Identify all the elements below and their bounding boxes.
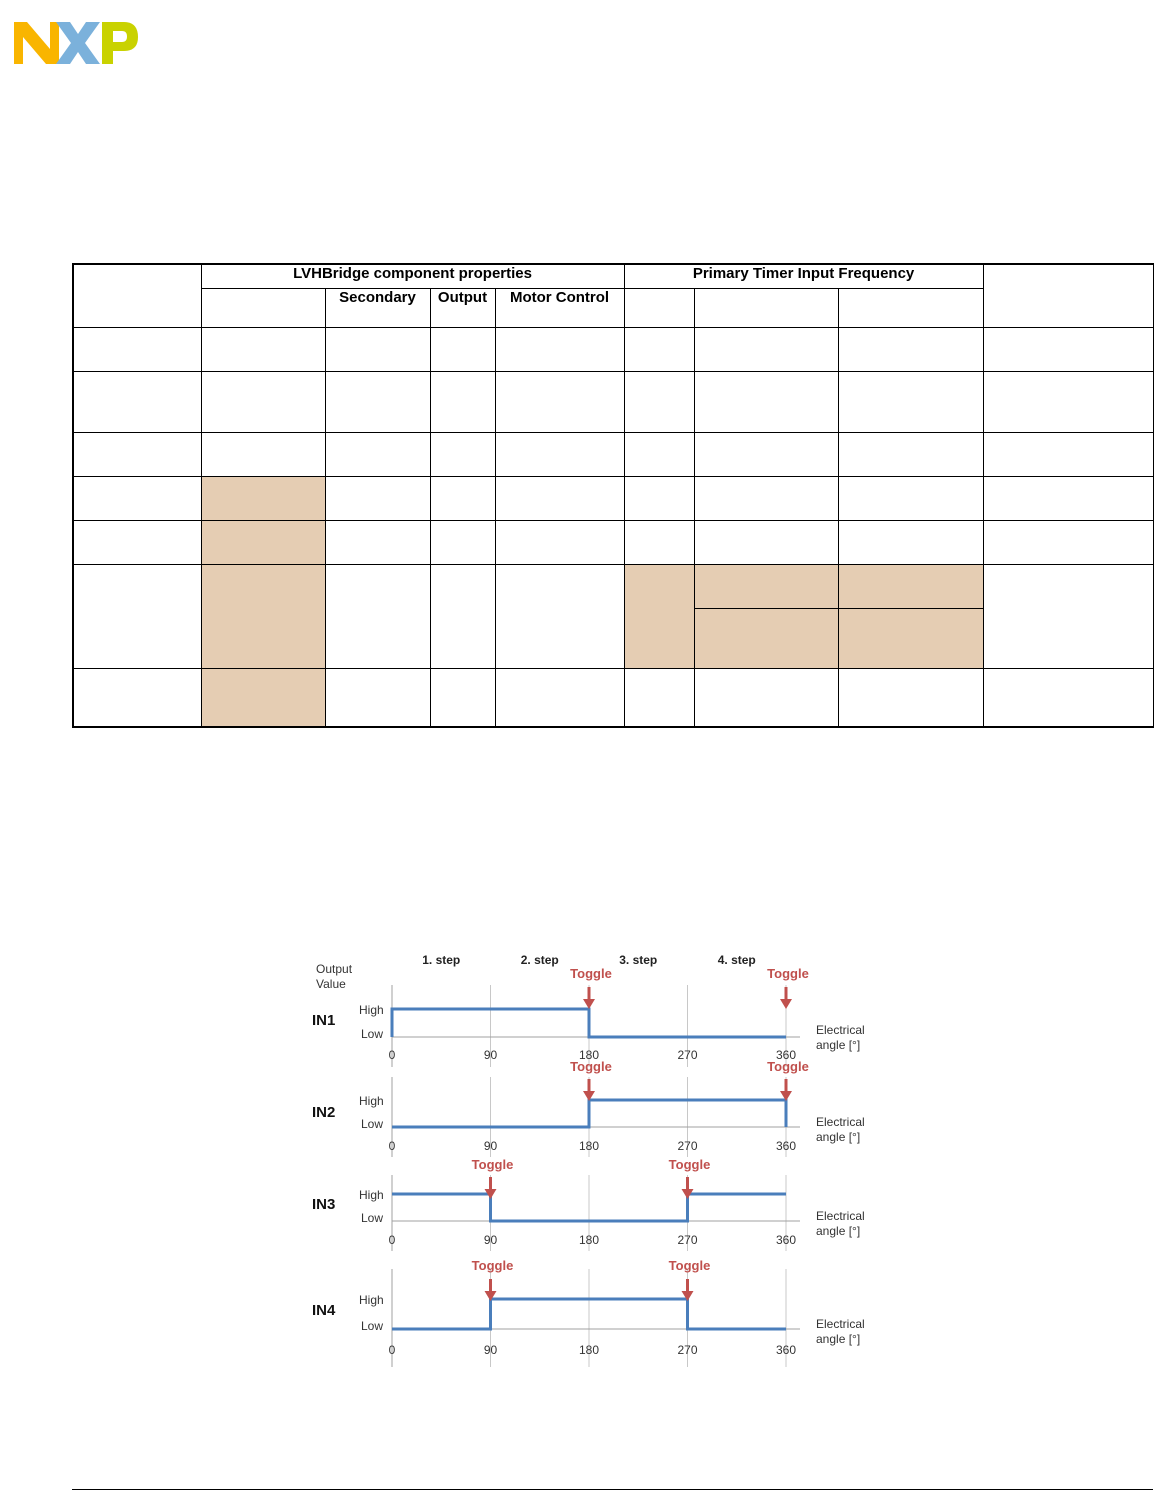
table-cell <box>495 327 624 371</box>
y-axis-title: Output <box>316 962 353 976</box>
table-row <box>73 564 1154 608</box>
x-axis-label: Electrical <box>816 1209 865 1223</box>
component-properties-table <box>72 263 1154 728</box>
table-cell <box>624 476 694 520</box>
tick-label: 360 <box>775 1343 797 1357</box>
subheader-cell <box>838 288 983 327</box>
nxp-logo <box>14 22 140 64</box>
table-cell <box>325 668 430 727</box>
table-cell <box>694 327 838 371</box>
table-cell <box>325 432 430 476</box>
table-cell <box>694 432 838 476</box>
signal-waveform <box>392 1100 786 1127</box>
subheader-secondary: Secondary <box>325 288 430 327</box>
shaded-cell <box>201 668 325 727</box>
signal-name-label: IN3 <box>312 1196 336 1213</box>
table-row <box>73 327 1154 371</box>
table-cell <box>325 371 430 432</box>
logo-p-shape <box>102 22 138 64</box>
timing-diagram <box>300 945 880 1375</box>
x-axis-label: Electrical <box>816 1115 865 1129</box>
toggle-label: Toggle <box>570 966 612 981</box>
tick-label: 180 <box>578 1139 600 1153</box>
table-cell <box>624 371 694 432</box>
subheader-cell <box>201 288 325 327</box>
y-axis-title: Value <box>316 977 346 991</box>
level-high-label: High <box>359 1188 384 1202</box>
toggle-label: Toggle <box>471 1258 514 1273</box>
subheader-cell <box>694 288 838 327</box>
x-axis-label: Electrical <box>816 1317 865 1331</box>
toggle-label: Toggle <box>767 1059 809 1074</box>
table-cell <box>495 668 624 727</box>
table-cell <box>838 476 983 520</box>
table-cell <box>495 371 624 432</box>
table-header-row <box>73 264 1154 288</box>
shaded-cell <box>201 564 325 668</box>
table-cell <box>73 668 201 727</box>
x-axis-label: angle [°] <box>816 1038 861 1052</box>
table-cell <box>430 564 495 668</box>
tick-label: 360 <box>775 1139 797 1153</box>
header-cell <box>983 264 1154 327</box>
table-cell <box>325 327 430 371</box>
tick-label: 180 <box>578 1343 600 1357</box>
table-cell <box>694 520 838 564</box>
shaded-cell <box>838 608 983 668</box>
tick-label: 180 <box>578 1233 600 1247</box>
group-header-timer-frequency: Primary Timer Input Frequency <box>624 264 983 288</box>
x-axis-label: angle [°] <box>816 1130 861 1144</box>
step-label: 3. step <box>619 953 658 967</box>
table-cell <box>495 564 624 668</box>
table-cell <box>694 476 838 520</box>
level-high-label: High <box>359 1003 384 1017</box>
table-cell <box>838 520 983 564</box>
level-low-label: Low <box>361 1117 384 1131</box>
subheader-output: Output <box>430 288 495 327</box>
level-low-label: Low <box>361 1027 384 1041</box>
shaded-cell <box>201 520 325 564</box>
tick-label: 90 <box>483 1233 498 1247</box>
tick-label: 90 <box>483 1343 498 1357</box>
tick-label: 0 <box>388 1139 396 1153</box>
table-row <box>73 432 1154 476</box>
table-cell <box>838 327 983 371</box>
table-cell <box>495 432 624 476</box>
tick-label: 90 <box>483 1139 498 1153</box>
header-cell <box>73 264 201 327</box>
signal-waveform <box>392 1009 786 1037</box>
x-axis-label: angle [°] <box>816 1332 861 1346</box>
tick-label: 180 <box>578 1048 600 1062</box>
table-cell <box>201 432 325 476</box>
signal-name-label: IN4 <box>312 1302 336 1319</box>
tick-label: 270 <box>677 1048 698 1062</box>
shaded-cell <box>838 564 983 608</box>
table-cell <box>983 476 1154 520</box>
table-cell <box>624 327 694 371</box>
logo-x-shape <box>56 22 100 64</box>
tick-label: 0 <box>388 1233 396 1247</box>
level-low-label: Low <box>361 1319 384 1333</box>
toggle-label: Toggle <box>570 1059 612 1074</box>
table-cell <box>495 520 624 564</box>
table-cell <box>325 564 430 668</box>
tick-label: 270 <box>677 1233 698 1247</box>
table-row <box>73 371 1154 432</box>
group-header-lvhbridge: LVHBridge component properties <box>201 264 624 288</box>
table-cell <box>983 432 1154 476</box>
table-cell <box>983 520 1154 564</box>
table-cell <box>430 371 495 432</box>
toggle-label: Toggle <box>668 1157 711 1172</box>
table-cell <box>73 520 201 564</box>
x-axis-label: angle [°] <box>816 1224 861 1238</box>
table-cell <box>624 432 694 476</box>
table-cell <box>983 371 1154 432</box>
level-low-label: Low <box>361 1211 384 1225</box>
x-axis-label: Electrical <box>816 1023 865 1037</box>
toggle-arrow-head <box>780 999 792 1009</box>
table-cell <box>325 476 430 520</box>
table-cell <box>73 476 201 520</box>
toggle-label: Toggle <box>767 966 809 981</box>
table-cell <box>325 520 430 564</box>
table-cell <box>694 668 838 727</box>
shaded-cell <box>624 564 694 668</box>
shaded-cell <box>694 564 838 608</box>
signal-name-label: IN2 <box>312 1104 336 1121</box>
level-high-label: High <box>359 1094 384 1108</box>
table-cell <box>430 327 495 371</box>
subheader-motor-control: Motor Control <box>495 288 624 327</box>
tick-label: 360 <box>775 1048 797 1062</box>
table-cell <box>983 668 1154 727</box>
signal-name-label: IN1 <box>312 1012 336 1029</box>
table-cell <box>73 564 201 668</box>
shaded-cell <box>201 476 325 520</box>
subheader-cell <box>624 288 694 327</box>
tick-label: 90 <box>483 1048 498 1062</box>
footer-rule <box>72 1489 1153 1490</box>
step-label: 1. step <box>422 953 461 967</box>
table-cell <box>430 520 495 564</box>
table-cell <box>73 327 201 371</box>
table-cell <box>838 371 983 432</box>
table-cell <box>694 371 838 432</box>
table-cell <box>983 564 1154 668</box>
table-cell <box>201 371 325 432</box>
tick-label: 0 <box>388 1343 396 1357</box>
table-cell <box>838 432 983 476</box>
tick-label: 270 <box>677 1343 698 1357</box>
table-cell <box>430 668 495 727</box>
table-cell <box>983 327 1154 371</box>
table-row <box>73 476 1154 520</box>
toggle-label: Toggle <box>668 1258 711 1273</box>
table-cell <box>73 371 201 432</box>
table-cell <box>838 668 983 727</box>
toggle-label: Toggle <box>471 1157 514 1172</box>
tick-label: 270 <box>677 1139 698 1153</box>
table-cell <box>73 432 201 476</box>
table-cell <box>430 432 495 476</box>
table-cell <box>495 476 624 520</box>
table-row <box>73 520 1154 564</box>
table-cell <box>624 520 694 564</box>
tick-label: 0 <box>388 1048 396 1062</box>
tick-label: 360 <box>775 1233 797 1247</box>
logo-n-shape <box>14 22 59 64</box>
shaded-cell <box>694 608 838 668</box>
table-cell <box>430 476 495 520</box>
step-label: 2. step <box>520 953 559 967</box>
table-cell <box>624 668 694 727</box>
table-cell <box>201 327 325 371</box>
step-label: 4. step <box>717 953 756 967</box>
level-high-label: High <box>359 1293 384 1307</box>
table-row <box>73 668 1154 727</box>
